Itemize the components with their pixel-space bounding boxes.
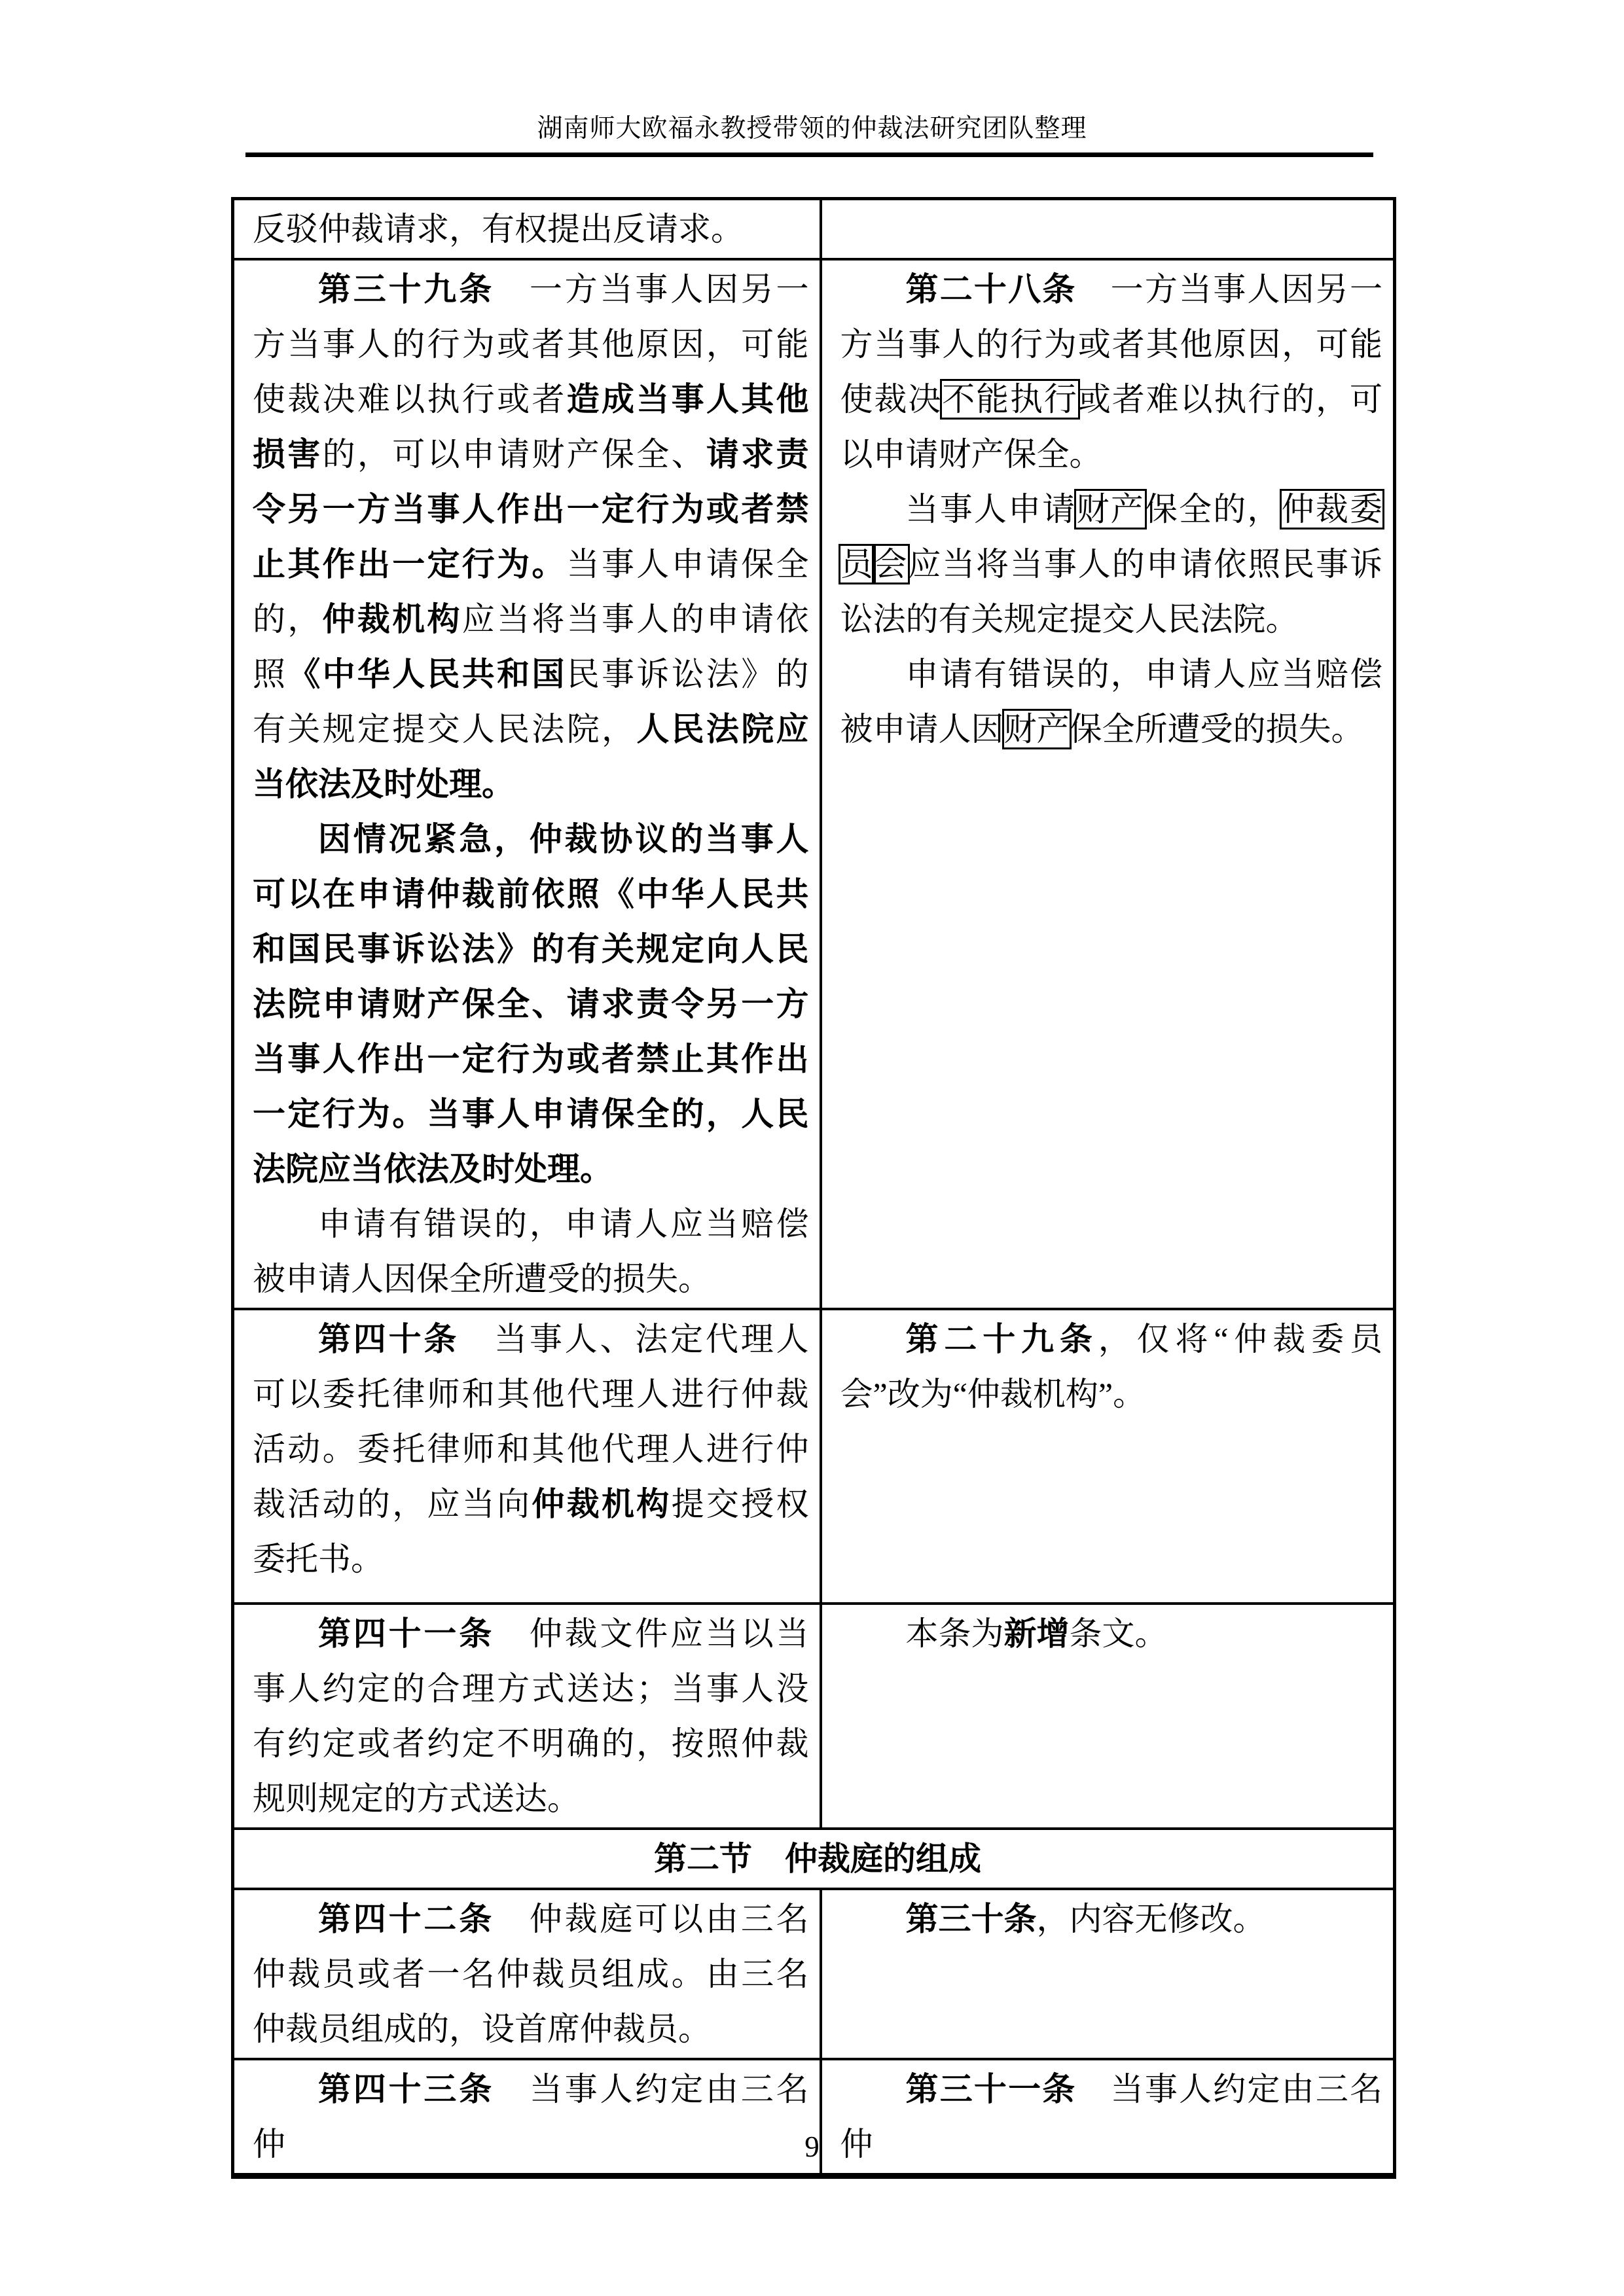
text-run: 第四十一条 [318, 1615, 495, 1652]
left-cell [233, 1604, 821, 1829]
text-run: 一方当事人因另一方当事人的行为或者其他原因，可能使裁决 [840, 271, 1383, 418]
text-run: 第三十条 [905, 1901, 1037, 1937]
paragraph [253, 1892, 809, 2056]
text-run: 当事人、法定代理人可以委托律师和其他代理人进行仲裁活动。委托律师和其他代理人进行仲裁活动的，应当向 [253, 1321, 809, 1522]
text-run: 第三十一条 [905, 2071, 1077, 2108]
paragraph [253, 812, 809, 1196]
section-title-cell [233, 1829, 1395, 1889]
comparison-table [231, 197, 1396, 2179]
boxed-text: 财产 [1003, 711, 1070, 747]
paragraph [840, 1606, 1383, 1661]
text-run: 第二十九条 [905, 1321, 1098, 1357]
boxed-text: 不能执行 [942, 381, 1078, 418]
text-run: 当事人约定由三名仲 [253, 2071, 809, 2162]
paragraph [253, 202, 809, 257]
text-run: 请求责令另一方当事人作出一定行为或者禁止其作出一定行为。 [253, 436, 809, 583]
text-run: ，仅将“仲裁委员会”改为“仲裁机构”。 [840, 1321, 1382, 1412]
text-run: 仲裁机构 [532, 1486, 672, 1522]
paragraph [253, 1606, 809, 1826]
text-run: 保全的， [1144, 491, 1282, 528]
left-cell [233, 1309, 821, 1604]
page-header: 湖南师大欧福永教授带领的仲裁法研究团队整理 [537, 115, 1087, 143]
paragraph [840, 482, 1383, 647]
left-cell [233, 1889, 821, 2059]
text-run: 应当将当事人的申请依照 [253, 601, 809, 692]
text-run: 第四十二条 [318, 1901, 495, 1937]
text-run: 当事人申请保全的， [253, 546, 809, 637]
text-run: 第四十三条 [318, 2071, 495, 2108]
boxed-text: 财产 [1076, 491, 1145, 528]
text-run: 《中华人民共和国 [287, 656, 567, 692]
right-cell [821, 259, 1395, 1309]
text-run: 第三十九条 [318, 271, 495, 308]
text-run: 当事人申请 [905, 491, 1077, 528]
text-run: 新增 [1003, 1615, 1070, 1652]
text-run: 民事诉讼法》的有关规定提交人民法院， [253, 656, 809, 747]
text-run: 申请有错误的，申请人应当赔偿被申请人因 [840, 656, 1382, 747]
paragraph [840, 1312, 1383, 1422]
text-run: 保全所遭受的损失。 [1069, 711, 1364, 747]
table-row [233, 1309, 1395, 1604]
paragraph [840, 262, 1383, 482]
text-run: 条文。 [1069, 1615, 1168, 1652]
table-row [233, 199, 1395, 260]
text-run: 的，可以申请财产保全、 [322, 436, 706, 473]
text-run: 第二节 仲裁庭的组成 [654, 1840, 981, 1877]
right-cell [821, 1309, 1395, 1604]
text-run: 第四十条 [318, 1321, 460, 1357]
text-run: 申请有错误的，申请人应当赔偿被申请人因保全所遭受的损失。 [253, 1206, 809, 1297]
right-cell [821, 1889, 1395, 2059]
text-run: ，内容无修改。 [1036, 1901, 1266, 1937]
left-cell [233, 259, 821, 1309]
table-row [233, 1604, 1395, 1829]
text-run: 提交授权委托书。 [253, 1486, 809, 1577]
text-run: 仲裁文件应当以当事人约定的合理方式送达；当事人没有约定或者约定不明确的，按照仲裁规则规定的方式送达。 [253, 1615, 809, 1817]
text-run: 因情况紧急，仲裁协议的当事人可以在申请仲裁前依照《中华人民共和国民事诉讼法》的有关规定向人民法院申请财产保全、请求责令另一方当事人作出一定行为或者禁止其作出一定行为。当事人申请保全的，人民法院应当依法及时处理。 [253, 821, 809, 1187]
text-run: 人民法院应当依法及时处理。 [253, 711, 809, 802]
header-rule [245, 152, 1373, 157]
section-row [233, 1829, 1395, 1889]
table-row [233, 259, 1395, 1309]
left-cell [233, 199, 821, 260]
text-run: 仲裁庭可以由三名仲裁员或者一名仲裁员组成。由三名仲裁员组成的，设首席仲裁员。 [253, 1901, 809, 2047]
paragraph [253, 1312, 809, 1587]
text-run: 应当将当事人的申请依照民事诉讼法的有关规定提交人民法院。 [840, 546, 1383, 637]
page-number: 9 [804, 2130, 820, 2163]
right-cell [821, 199, 1395, 260]
text-run: 第二十八条 [905, 271, 1077, 308]
text-run: 本条为 [905, 1615, 1004, 1652]
paragraph [253, 1196, 809, 1306]
boxed-text: 会 [874, 546, 909, 583]
text-run: 一方当事人因另一方当事人的行为或者其他原因，可能使裁决难以执行或者 [253, 271, 809, 418]
paragraph [253, 262, 809, 812]
text-run: 反驳仲裁请求，有权提出反请求。 [253, 211, 744, 247]
text-run: 仲裁机构 [322, 601, 462, 637]
table-row [233, 1889, 1395, 2059]
right-cell [821, 1604, 1395, 1829]
boxed-text: 仲裁委员 [840, 491, 1383, 583]
paragraph [840, 1892, 1383, 1946]
paragraph [840, 647, 1383, 757]
text-run: 或者难以执行的，可以申请财产保全。 [840, 381, 1383, 473]
text-run: 造成当事人其他损害 [253, 381, 809, 473]
text-run: 当事人约定由三名仲 [840, 2071, 1383, 2162]
